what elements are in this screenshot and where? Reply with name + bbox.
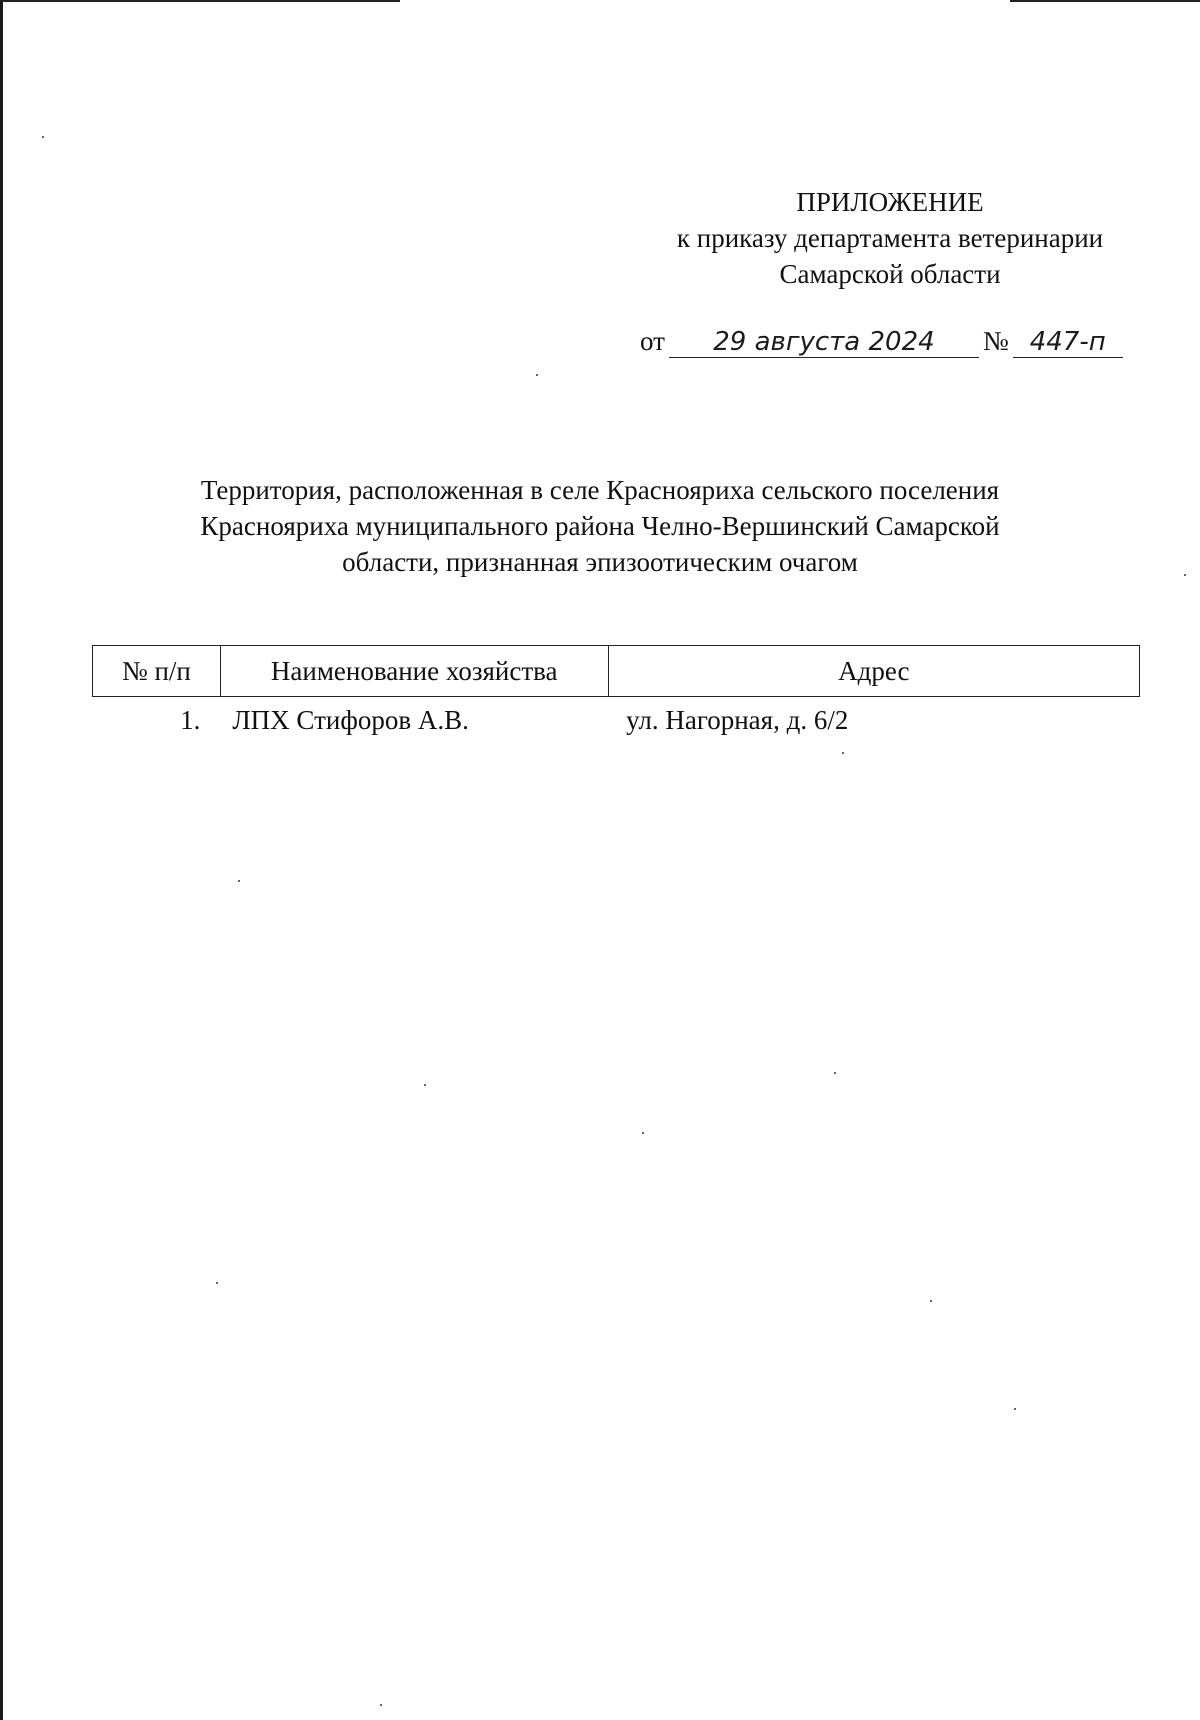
scan-speck <box>238 880 240 882</box>
row-number: 1. <box>180 704 201 735</box>
scan-speck <box>1014 1408 1016 1410</box>
order-from-label: от <box>640 326 665 356</box>
scan-edge-top <box>0 0 400 2</box>
scan-speck <box>1184 574 1186 576</box>
scan-speck <box>930 1300 932 1302</box>
table-header-row <box>93 646 1140 697</box>
order-date-handwritten: 29 августа 2024 <box>669 327 979 358</box>
scan-speck <box>380 1704 382 1706</box>
row-farm-name: ЛПХ Стифоров А.В. <box>232 704 469 735</box>
document-title <box>150 472 1050 580</box>
order-number-handwritten: 447-п <box>1013 327 1123 358</box>
scan-edge-left <box>0 0 3 1720</box>
row-address: ул. Нагорная, д. 6/2 <box>626 704 849 735</box>
title-line: Краснояриха муниципального района Челно-Вершинский Самарской <box>200 511 1000 541</box>
scan-speck <box>42 136 44 138</box>
appendix-block <box>640 184 1140 292</box>
title-line: Территория, расположенная в селе Краснояриха сельского поселения <box>200 475 1000 505</box>
order-reference <box>636 326 1123 358</box>
scan-speck <box>842 752 844 754</box>
scan-speck <box>216 1282 218 1284</box>
scan-speck <box>834 1072 836 1074</box>
appendix-line: к приказу департамента ветеринарии <box>676 223 1104 253</box>
header-number: № п/п <box>93 646 221 697</box>
table-row <box>93 697 1140 744</box>
farms-table <box>92 645 1140 743</box>
appendix-heading: ПРИЛОЖЕНИЕ <box>796 187 984 217</box>
title-line: области, признанная эпизоотическим очагом <box>342 547 858 577</box>
scan-speck <box>536 374 538 376</box>
order-number-label: № <box>982 326 1009 356</box>
appendix-line: Самарской области <box>779 259 1001 289</box>
scan-speck <box>642 1132 644 1134</box>
header-address: Адрес <box>608 646 1139 697</box>
scan-speck <box>424 1084 426 1086</box>
header-farm-name: Наименование хозяйства <box>220 646 608 697</box>
scan-edge-top <box>1010 0 1200 2</box>
